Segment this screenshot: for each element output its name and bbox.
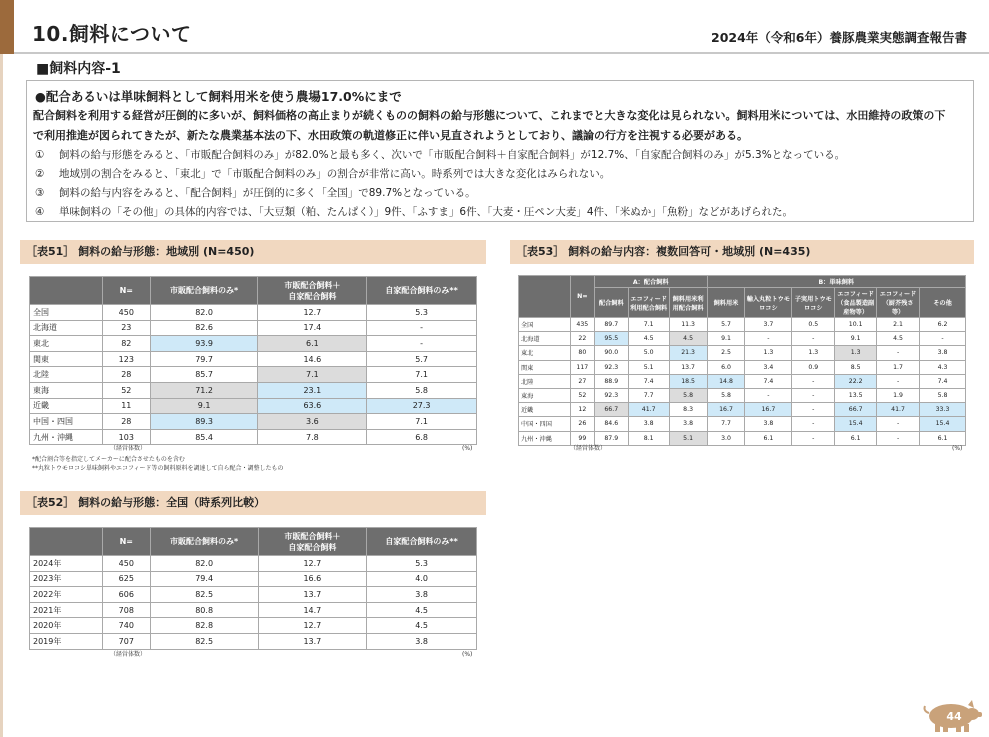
table-cell: 41.7 [628,403,669,417]
table-cell: 5.0 [628,346,669,360]
table-cell: - [745,332,792,346]
row-label: 2019年 [30,633,103,649]
table-cell: 66.7 [835,403,877,417]
table-cell: 10.1 [835,318,877,332]
table-cell: 9.1 [835,332,877,346]
row-label: 北海道 [30,320,103,336]
table-cell: 4.3 [920,360,966,374]
table-row [519,403,966,417]
table-row [519,374,966,388]
row-label: 中国・四国 [519,417,571,431]
table-row [30,587,477,603]
table51-header [30,277,103,305]
table-cell: - [877,374,920,388]
row-label: 北陸 [30,367,103,383]
summary-box [26,80,974,222]
table-cell: 7.8 [258,429,367,445]
table-cell: 82.8 [150,618,258,634]
table53-group-b: B：単味飼料 [707,276,965,288]
table53-header: その他 [920,288,966,318]
table-cell: 7.4 [628,374,669,388]
table52-unit-left: （経営体数） [110,651,147,658]
table-cell: 4.5 [367,618,477,634]
table-cell: 16.7 [707,403,745,417]
table-cell: 9.1 [150,398,258,414]
table-cell: 606 [102,587,150,603]
table53-header: エコフィード（厨芥残さ等） [877,288,920,318]
table-cell: 82.0 [150,305,258,321]
table-cell: 41.7 [877,403,920,417]
table-row [519,318,966,332]
row-label: 関東 [519,360,571,374]
table-cell: 8.5 [835,360,877,374]
table-cell: 5.8 [707,388,745,402]
table-cell: 14.7 [258,602,367,618]
summary-item [33,165,973,184]
table-cell: 79.7 [150,351,258,367]
row-label: 東海 [519,388,571,402]
table-cell: 5.3 [367,556,477,572]
table51-header: N= [102,277,150,305]
table52-unit-right: (%) [462,651,473,658]
table-cell: - [367,320,477,336]
table-cell: 82.6 [150,320,258,336]
table-cell: 5.8 [669,388,707,402]
row-label: 2020年 [30,618,103,634]
table-cell: 7.1 [258,367,367,383]
table-cell: 3.8 [745,417,792,431]
table-cell: 5.3 [367,305,477,321]
row-label: 近畿 [30,398,103,414]
table-cell: - [792,403,835,417]
table-cell: 23.1 [258,382,367,398]
table-cell: 12 [570,403,594,417]
table-cell: 3.8 [920,346,966,360]
row-label: 北陸 [519,374,571,388]
summary-list [33,146,973,222]
row-label: 中国・四国 [30,414,103,430]
summary-item-text: 地域別の割合をみると、「東北」で「市販配合飼料のみ」の割合が非常に高い。時系列では大きな変化はみられない。 [59,168,611,180]
table-row [30,305,477,321]
table-cell: 7.1 [367,414,477,430]
table-cell: 11.3 [669,318,707,332]
table-cell: 82.5 [150,587,258,603]
table-cell: 5.8 [367,382,477,398]
row-label: 北海道 [519,332,571,346]
table-cell: 85.4 [150,429,258,445]
table-cell: 89.7 [594,318,628,332]
title-accent-bar [0,0,14,54]
table53-group-a: A：配合飼料 [594,276,707,288]
table-cell: 89.3 [150,414,258,430]
header-divider [14,52,989,54]
report-title: 2024年（令和6年）養豚農業実態調査報告書 [711,30,967,45]
row-label: 2022年 [30,587,103,603]
table-cell: 17.4 [258,320,367,336]
table51-header: 市販配合飼料＋ 自家配合飼料 [258,277,367,305]
row-label: 2024年 [30,556,103,572]
summary-body-line-2: で利用推進が図られてきたが、新たな農業基本法の下、水田政策の軌道修正に伴い見直されようとしており、議論の行方を注視する必要がある。 [33,129,748,142]
table-row [519,346,966,360]
table-cell: - [792,388,835,402]
table-cell: - [920,332,966,346]
table51-header: 市販配合飼料のみ* [150,277,258,305]
row-label: 2021年 [30,602,103,618]
table-cell: 93.9 [150,336,258,352]
table-cell: 0.5 [792,318,835,332]
table-cell: - [792,417,835,431]
table-cell: 27.3 [367,398,477,414]
table-cell: 26 [570,417,594,431]
summary-item-number: ④ [35,206,45,218]
table-cell: 80 [570,346,594,360]
table-cell: 92.3 [594,360,628,374]
table-cell: - [877,417,920,431]
table52-header: 市販配合飼料のみ* [150,528,258,556]
table-cell: 87.9 [594,431,628,445]
table-cell: 82 [102,336,150,352]
table-cell: 13.7 [258,633,367,649]
pig-icon [921,699,983,733]
table-row [30,429,477,445]
table-row [30,556,477,572]
row-label: 九州・沖縄 [30,429,103,445]
table-cell: 6.8 [367,429,477,445]
table-cell: 450 [102,556,150,572]
table-cell: 95.5 [594,332,628,346]
table-cell: - [745,388,792,402]
table-cell: 3.8 [367,587,477,603]
row-label: 近畿 [519,403,571,417]
table-cell: 435 [570,318,594,332]
table-row [30,382,477,398]
table-cell: 22 [570,332,594,346]
table-cell: 1.7 [877,360,920,374]
table-cell: 22.2 [835,374,877,388]
table-cell: - [792,431,835,445]
table-cell: 6.1 [745,431,792,445]
table52-header [30,528,103,556]
table-cell: 5.1 [669,431,707,445]
table51-note-1: *配合割合等を指定してメーカーに配合させたものを含む [32,456,185,463]
row-label: 全国 [519,318,571,332]
table51-title: ［表51］ 飼料の給与形態：地域別 (N=450) [20,240,486,264]
table-cell: 66.7 [594,403,628,417]
table52-header: 自家配合飼料のみ** [367,528,477,556]
table-cell: 6.2 [920,318,966,332]
table-row [30,336,477,352]
table51-unit-left: （経営体数） [110,445,147,452]
table-cell: 99 [570,431,594,445]
summary-item-number: ② [35,168,45,180]
table-cell: 52 [570,388,594,402]
table-cell: 18.5 [669,374,707,388]
table-cell: 5.1 [628,360,669,374]
table-cell: 88.9 [594,374,628,388]
table-cell: 90.0 [594,346,628,360]
summary-body-line-1: 配合飼料を利用する経営が圧倒的に多いが、飼料価格の高止まりが続くものの飼料の給与形態について、これまでと大きな変化は見られない。飼料用米については、水田維持の政策の下 [33,109,946,122]
table-row [30,602,477,618]
table-cell: 80.8 [150,602,258,618]
table-cell: 3.0 [707,431,745,445]
table-cell: 16.6 [258,571,367,587]
table-cell: 27 [570,374,594,388]
table53-header: 子実用トウモロコシ [792,288,835,318]
table-cell: 85.7 [150,367,258,383]
table53-unit-right: (%) [952,445,963,452]
table53-corner [519,276,571,318]
table-cell: 82.5 [150,633,258,649]
summary-item-text: 飼料の給与形態をみると、「市販配合飼料のみ」が82.0%と最も多く、次いで「市販配合飼料＋自家配合飼料」が12.7%、「自家配合飼料のみ」が5.3%となっている。 [59,149,846,161]
row-label: 2023年 [30,571,103,587]
table53-unit-left: （経営体数） [570,445,607,452]
table-cell: 82.0 [150,556,258,572]
table-cell: 9.1 [707,332,745,346]
table52-header: 市販配合飼料＋ 自家配合飼料 [258,528,367,556]
table-row [519,417,966,431]
row-label: 東海 [30,382,103,398]
table53-title: ［表53］ 飼料の給与内容：複数回答可・地域別 (N=435) [510,240,974,264]
table-cell: 4.5 [367,602,477,618]
table-cell: 79.4 [150,571,258,587]
table-cell: 16.7 [745,403,792,417]
table-cell: 7.4 [745,374,792,388]
pig-page-badge [921,699,983,733]
table-row [30,351,477,367]
table-cell: 13.7 [258,587,367,603]
table-row [30,414,477,430]
table-cell: 23 [102,320,150,336]
table-cell: 7.1 [628,318,669,332]
table52-title: ［表52］ 飼料の給与形態：全国（時系列比較） [20,491,486,515]
table-row [30,367,477,383]
row-label: 関東 [30,351,103,367]
table-cell: 92.3 [594,388,628,402]
table-cell: - [792,374,835,388]
table-cell: 4.0 [367,571,477,587]
table-cell: 21.3 [669,346,707,360]
table-cell: 625 [102,571,150,587]
table-cell: 123 [102,351,150,367]
table53-header: エコフィード（食品製造副産物等） [835,288,877,318]
table51-unit-right: (%) [462,445,473,452]
table51-header: 自家配合飼料のみ** [367,277,477,305]
table53-header: 飼料用米利用配合飼料 [669,288,707,318]
row-label: 全国 [30,305,103,321]
table-row [519,332,966,346]
table-cell: 12.7 [258,618,367,634]
table-cell: 7.7 [628,388,669,402]
table-cell: - [877,346,920,360]
table-cell: 7.1 [367,367,477,383]
table-cell: 2.5 [707,346,745,360]
table-cell: 5.7 [707,318,745,332]
table-cell: 3.8 [367,633,477,649]
summary-item-text: 飼料の給与内容をみると、「配合飼料」が圧倒的に多く「全国」で89.7%となっている。 [59,187,476,199]
table-cell: 6.1 [835,431,877,445]
table51 [29,276,477,445]
table-row [519,388,966,402]
table-cell: 4.5 [669,332,707,346]
table-cell: 5.7 [367,351,477,367]
row-label: 東北 [519,346,571,360]
table-cell: 84.6 [594,417,628,431]
table-cell: 15.4 [835,417,877,431]
table-cell: 13.7 [669,360,707,374]
table53-header-n: N= [570,276,594,318]
table52-header: N= [102,528,150,556]
table-cell: 3.4 [745,360,792,374]
page-number: 44 [946,710,962,723]
table-cell: 52 [102,382,150,398]
table53-header: 輸入丸粒トウモロコシ [745,288,792,318]
table-cell: 71.2 [150,382,258,398]
table-cell: 28 [102,414,150,430]
summary-item-number: ③ [35,187,45,199]
table53-header: 飼料用米 [707,288,745,318]
row-label: 東北 [30,336,103,352]
summary-item [33,203,973,222]
table-row [519,360,966,374]
table-cell: 6.1 [920,431,966,445]
table-cell: 5.8 [920,388,966,402]
table-cell: 103 [102,429,150,445]
row-label: 九州・沖縄 [519,431,571,445]
table51-note-2: **丸粒トウモロコシ単味飼料やエコフィード等の飼料原料を調達して自ら配合・調整したもの [32,465,284,472]
table-cell: 4.5 [877,332,920,346]
summary-headline: ●配合あるいは単味飼料として飼料用米を使う農場17.0%にまで [35,89,402,104]
summary-item [33,146,973,165]
table-cell: 12.7 [258,556,367,572]
table-cell: 14.6 [258,351,367,367]
table-cell: 3.7 [745,318,792,332]
table-cell: 11 [102,398,150,414]
table-cell: 33.3 [920,403,966,417]
table-cell: 707 [102,633,150,649]
table-cell: 3.8 [628,417,669,431]
table-cell: 2.1 [877,318,920,332]
table-cell: 4.5 [628,332,669,346]
table53-header: 配合飼料 [594,288,628,318]
table-cell: 1.3 [792,346,835,360]
table-cell: 12.7 [258,305,367,321]
table-cell: 13.5 [835,388,877,402]
table-cell: 708 [102,602,150,618]
table-cell: 7.7 [707,417,745,431]
table-row [30,618,477,634]
table52 [29,527,477,650]
table-cell: 15.4 [920,417,966,431]
table-cell: 6.1 [258,336,367,352]
table-cell: 1.3 [745,346,792,360]
table-cell: 3.8 [669,417,707,431]
table-cell: 3.6 [258,414,367,430]
table-row [30,320,477,336]
table-cell: 6.0 [707,360,745,374]
table-cell: 740 [102,618,150,634]
section-title: ■飼料内容-1 [36,61,121,77]
table-cell: - [877,431,920,445]
table-cell: 450 [102,305,150,321]
table-cell: 8.1 [628,431,669,445]
table-cell: 63.6 [258,398,367,414]
table53-header: エコフィード利用配合飼料 [628,288,669,318]
table-cell: 1.3 [835,346,877,360]
table-cell: 0.9 [792,360,835,374]
table-row [30,398,477,414]
page-title: 10.飼料について [32,22,192,46]
table-cell: 117 [570,360,594,374]
table-row [30,571,477,587]
summary-item-number: ① [35,149,45,161]
summary-item-text: 単味飼料の「その他」の具体的内容では、「大豆類（粕、たんぱく）」9件、「ふすま」6件、「大麦・圧ペン大麦」4件、「米ぬか」「魚粉」などがあげられた。 [59,206,794,218]
table-cell: 14.8 [707,374,745,388]
summary-item [33,184,973,203]
table53 [518,275,966,446]
table-row [30,633,477,649]
table-cell: 28 [102,367,150,383]
table-cell: 7.4 [920,374,966,388]
table-cell: 8.3 [669,403,707,417]
table-cell: - [792,332,835,346]
table-cell: 1.9 [877,388,920,402]
table-cell: - [367,336,477,352]
left-margin-rule [0,54,3,737]
